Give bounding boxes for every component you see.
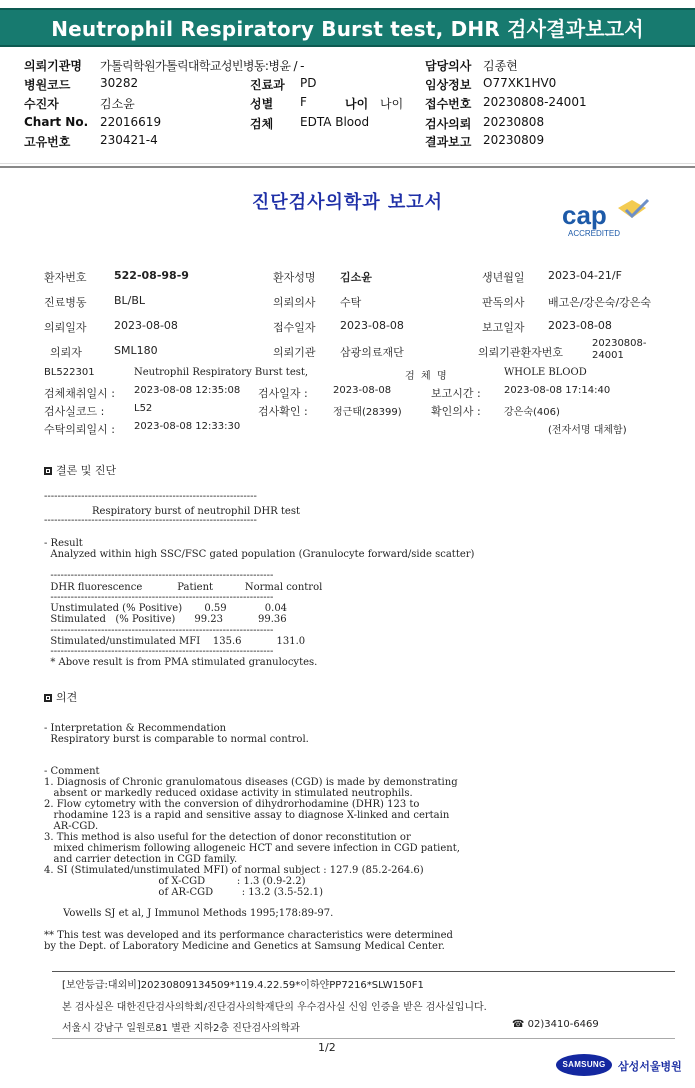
address-line: 서울시 강남구 일원로81 별관 지하2층 진단검사의학과 — [62, 1023, 300, 1034]
report-header-bar — [0, 8, 695, 47]
reader-label: 판독의사 — [482, 296, 525, 309]
dob-label: 생년월일 — [482, 271, 525, 284]
report-label: 결과보고 — [425, 135, 472, 149]
patient-no-value: 522-08-98-9 — [114, 269, 189, 282]
table-row: Stimulated/unstimulated MFI 135.6 131.0 — [44, 636, 306, 647]
opinion-line: mixed chimerism following allogeneic HCT and severe infection in CGD patient, — [44, 843, 460, 854]
opinion-line: 2. Flow cytometry with the conversion of dihydrorhodamine (DHR) 123 to — [44, 799, 420, 810]
table-sep-2: ------------------------------------------------------------------ — [44, 592, 274, 603]
specimen-name-label: 검 체 명 — [405, 371, 447, 382]
opinion-line: AR-CGD. — [44, 821, 99, 832]
disclaimer-line: by the Dept. of Laboratory Medicine and Genetics at Samsung Medical Center. — [44, 941, 445, 952]
page-number: 1/2 — [318, 1041, 336, 1054]
specimen-value: EDTA Blood — [300, 115, 370, 129]
patient-label: 수진자 — [24, 97, 59, 111]
code-value: 30282 — [100, 76, 139, 90]
opinion-line: and carrier detection in CGD family. — [44, 854, 238, 865]
test-date-value: 2023-08-08 — [333, 385, 392, 396]
result-heading-text: 결론 및 진단 — [56, 464, 117, 477]
cap-logo-icon — [560, 196, 660, 240]
ref-org-label: 의뢰기관 — [273, 346, 316, 359]
clinical-label: 임상정보 — [425, 78, 472, 92]
table-note: * Above result is from PMA stimulated granulocytes. — [44, 657, 318, 668]
reference-line: Vowells SJ et al, J Immunol Methods 1995;178:89-97. — [44, 908, 334, 919]
chart-value: 22016619 — [100, 115, 162, 129]
confirm-doc-label: 확인의사 : — [431, 405, 481, 418]
ward-label: 진료병동 — [44, 296, 87, 309]
hospital-name: 삼성서울병원 — [618, 1060, 682, 1073]
age-value: 나이 — [380, 97, 404, 111]
ward-value: BL/BL — [114, 294, 146, 307]
consign-label: 수탁의뢰일시 : — [44, 423, 115, 436]
collect-label: 검체채취일시 : — [44, 387, 115, 400]
rpt-date-value: 2023-08-08 — [548, 319, 612, 332]
report-value: 20230809 — [483, 133, 545, 147]
opinion-line: of AR-CGD : 13.2 (3.5-52.1) — [44, 887, 324, 898]
collect-value: 2023-08-08 12:35:08 — [134, 385, 241, 396]
cap-logo-text: cap — [562, 200, 607, 230]
report-title: 진단검사의학과 보고서 — [251, 192, 444, 213]
cap-logo-subtext: ACCREDITED — [568, 229, 621, 238]
receipt-label: 접수번호 — [425, 97, 472, 111]
ref-org-value: 삼광의료재단 — [340, 346, 404, 359]
sex-label: 성별 — [250, 97, 274, 111]
report-time-label: 보고시간 : — [431, 387, 481, 400]
footer-bottom-divider — [52, 1038, 675, 1039]
specimen-name-value: WHOLE BLOOD — [504, 367, 587, 378]
footer-divider — [52, 971, 675, 972]
room-value: L52 — [134, 403, 153, 414]
result-subtitle: Respiratory burst of neutrophil DHR test — [92, 506, 300, 517]
opinion-line: absent or markedly reduced oxidase activity in stimulated neutrophils. — [44, 788, 413, 799]
sex-value: F — [300, 95, 307, 109]
dept-label: 진료과 — [250, 78, 285, 92]
chart-label: Chart No. — [24, 115, 89, 129]
table-sep-3: ------------------------------------------------------------------ — [44, 625, 274, 636]
clinical-value: O77XK1HV0 — [483, 76, 557, 90]
opinion-line: 3. This method is also useful for the detection of donor reconstitution or — [44, 832, 411, 843]
req-date-value: 2023-08-08 — [114, 319, 178, 332]
square-bullet-icon — [44, 467, 52, 475]
patient-no-label: 환자번호 — [44, 271, 87, 284]
summary-divider-dark — [0, 166, 695, 168]
test-date-label: 검사일자 : — [258, 387, 308, 400]
dob-value: 2023-04-21/F — [548, 269, 622, 282]
confirm-doc-value: 강은숙(406) — [504, 407, 560, 418]
opinion-heading — [44, 689, 77, 705]
cap-accredited-logo — [560, 196, 660, 240]
test-name: Neutrophil Respiratory Burst test, — [134, 367, 309, 378]
phone-line: ☎ 02)3410-6469 — [512, 1019, 599, 1030]
rcv-date-value: 2023-08-08 — [340, 319, 404, 332]
dept-value: PD — [300, 76, 317, 90]
receipt-value: 20230808-24001 — [483, 95, 587, 109]
certification-line: 본 검사실은 대한진단검사의학회/진단검사의학재단의 우수검사실 신임 인증을 받은 검사실입니다. — [62, 1002, 487, 1013]
confirm-label: 검사확인 : — [258, 405, 308, 418]
opinion-line: - Interpretation & Recommendation — [44, 723, 227, 734]
requester-label: 의뢰자 — [50, 346, 82, 359]
request-value: 20230808 — [483, 115, 545, 129]
requester-value: SML180 — [114, 344, 158, 357]
opinion-line: 1. Diagnosis of Chronic granulomatous diseases (CGD) is made by demonstrating — [44, 777, 458, 788]
rpt-date-label: 보고일자 — [482, 321, 525, 334]
specimen-label: 검체 — [250, 117, 274, 131]
hospital-value: 가톨릭학원가톨릭대학교성빈병동:병윤 / - — [100, 59, 304, 73]
summary-divider-light — [0, 163, 695, 164]
unique-value: 230421-4 — [100, 133, 158, 147]
ref-doctor-value: 수탁 — [340, 296, 362, 309]
table-row: Unstimulated (% Positive) 0.59 0.04 — [44, 603, 288, 614]
result-sep-1: --------------------------------------------------------------- — [44, 491, 257, 502]
rcv-date-label: 접수일자 — [273, 321, 316, 334]
opinion-line: of X-CGD : 1.3 (0.9-2.2) — [44, 876, 306, 887]
test-code: BL522301 — [44, 367, 95, 378]
ref-pt-no-label: 의뢰기관환자번호 — [478, 346, 564, 359]
reader-value: 배고은/강은숙/강은숙 — [548, 296, 652, 309]
age-label: 나이 — [345, 97, 369, 111]
table-row: Stimulated (% Positive) 99.23 99.36 — [44, 614, 287, 625]
analyzed-line: Analyzed within high SSC/FSC gated population (Granulocyte forward/side scatter) — [44, 549, 475, 560]
ref-pt-no-value-2: 24001 — [592, 350, 624, 361]
samsung-logo-icon: SAMSUNG — [556, 1054, 612, 1076]
opinion-line: rhodamine 123 is a rapid and sensitive assay to diagnose X-linked and certain — [44, 810, 450, 821]
patient-value: 김소윤 — [100, 97, 135, 111]
opinion-line: - Comment — [44, 766, 100, 777]
confirm-value: 정근태(28399) — [333, 407, 402, 418]
unique-label: 고유번호 — [24, 135, 71, 149]
security-line: [보안등급:대외비]20230809134509*119.4.22.59*이하얀PP7216*SLW150F1 — [62, 980, 424, 991]
table-sep-4: ------------------------------------------------------------------ — [44, 646, 274, 657]
request-label: 검사의뢰 — [425, 117, 472, 131]
hospital-label: 의뢰기관명 — [24, 59, 82, 73]
consign-value: 2023-08-08 12:33:30 — [134, 421, 241, 432]
opinion-heading-text: 의견 — [56, 691, 78, 704]
patient-name-label: 환자성명 — [273, 271, 316, 284]
doctor-value: 김종현 — [483, 59, 518, 73]
room-label: 검사실코드 : — [44, 405, 105, 418]
code-label: 병원코드 — [24, 78, 71, 92]
opinion-line: Respiratory burst is comparable to normal control. — [44, 734, 309, 745]
disclaimer-line: ** This test was developed and its performance characteristics were determined — [44, 930, 453, 941]
ref-doctor-label: 의뢰의사 — [273, 296, 316, 309]
table-header: DHR fluorescence Patient Normal control — [44, 582, 323, 593]
table-sep-1: ------------------------------------------------------------------ — [44, 570, 274, 581]
report-header-title: Neutrophil Respiratory Burst test, DHR 검사결과보고서 — [51, 17, 644, 41]
result-sep-2: --------------------------------------------------------------- — [44, 515, 257, 526]
req-date-label: 의뢰일자 — [44, 321, 87, 334]
patient-name-value: 김소윤 — [340, 271, 372, 284]
esign-note: (전자서명 대체함) — [548, 425, 627, 436]
result-heading — [44, 462, 116, 478]
square-bullet-icon — [44, 694, 52, 702]
opinion-line: 4. SI (Stimulated/unstimulated MFI) of normal subject : 127.9 (85.2-264.6) — [44, 865, 424, 876]
result-label: - Result — [44, 538, 83, 549]
ref-pt-no-value-1: 20230808- — [592, 338, 647, 349]
doctor-label: 담당의사 — [425, 59, 472, 73]
report-time-value: 2023-08-08 17:14:40 — [504, 385, 611, 396]
